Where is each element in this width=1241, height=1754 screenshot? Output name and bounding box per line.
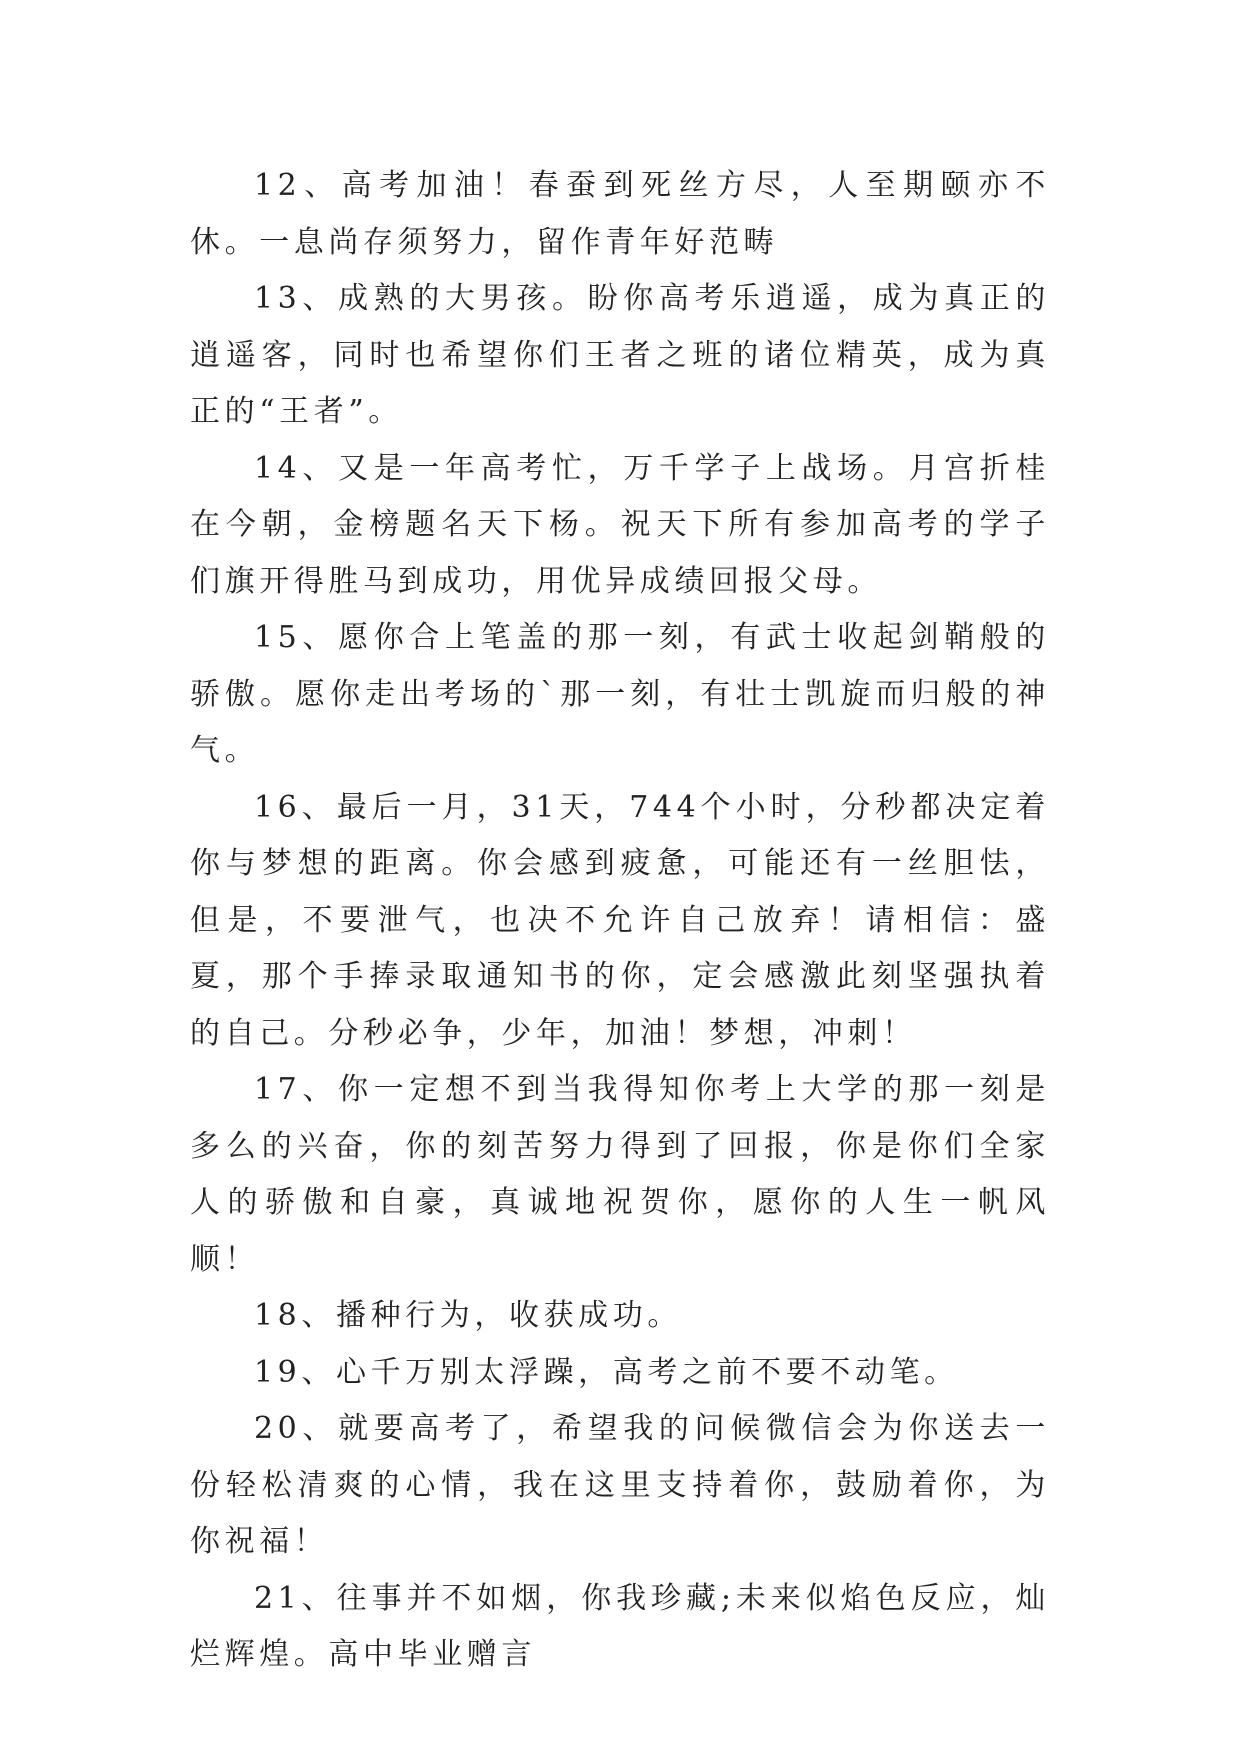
paragraph-15: 15、愿你合上笔盖的那一刻，有武士收起剑鞘般的骄傲。愿你走出考场的`那一刻，有壮士凯旋而归般的神气。: [190, 620, 1050, 768]
paragraph-19: 19、心千万别太浮躁，高考之前不要不动笔。: [254, 1354, 959, 1390]
document-body: [190, 158, 1050, 1684]
paragraph-16: 16、最后一月，31天，744个小时，分秒都决定着你与梦想的距离。你会感到疲惫，可能还有一丝胆怯，但是，不要泄气，也决不允许自己放弃！请相信：盛夏，那个手捧录取通知书的你，定会感激此刻坚强执着的自己。分秒必争，少年，加油！梦想，冲刺！: [190, 789, 1050, 1051]
paragraph-12: 12、高考加油！春蚕到死丝方尽，人至期颐亦不休。一息尚存须努力，留作青年好范畴: [190, 168, 1050, 260]
paragraph-21: 21、往事并不如烟，你我珍藏;未来似焰色反应，灿烂辉煌。高中毕业赠言: [190, 1580, 1050, 1672]
paragraph-14: 14、又是一年高考忙，万千学子上战场。月宫折桂在今朝，金榜题名天下杨。祝天下所有参加高考的学子们旗开得胜马到成功，用优异成绩回报父母。: [190, 450, 1050, 599]
paragraph-17: 17、你一定想不到当我得知你考上大学的那一刻是多么的兴奋，你的刻苦努力得到了回报，你是你们全家人的骄傲和自豪，真诚地祝贺你，愿你的人生一帆风顺！: [190, 1072, 1050, 1277]
paragraph-20: 20、就要高考了，希望我的问候微信会为你送去一份轻松清爽的心情，我在这里支持着你，鼓励着你，为你祝福！: [190, 1411, 1050, 1559]
paragraph-18: 18、播种行为，收获成功。: [254, 1298, 682, 1333]
paragraph-13: 13、成熟的大男孩。盼你高考乐逍遥，成为真正的逍遥客，同时也希望你们王者之班的诸位精英，成为真正的“王者”。: [190, 281, 1050, 429]
